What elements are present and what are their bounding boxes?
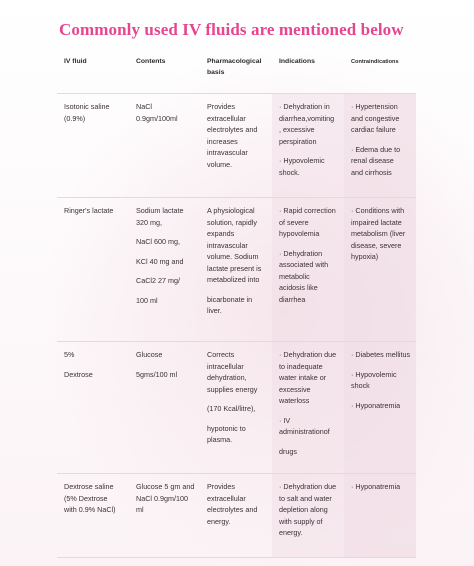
cell-line: of severe: [279, 217, 309, 227]
cell-line: disease, severe: [351, 240, 402, 250]
cell-line: Provides: [207, 482, 235, 491]
cell-line: · Dehydration due: [279, 350, 337, 359]
cell-line: extracellular: [207, 113, 246, 123]
cell-line: hypoxia): [351, 252, 379, 261]
cell-line: 0.9gm/100ml: [136, 113, 178, 123]
cell-line: Sodium lactate: [136, 206, 184, 215]
cell-line: · Hypertension: [351, 102, 398, 111]
cell-line: shock: [351, 381, 370, 390]
cell-line: with 0.9% NaCl): [64, 505, 116, 514]
cell-contents: [129, 474, 200, 558]
cell-line: · Conditions with: [351, 206, 405, 215]
cell-indications: [272, 342, 344, 474]
cell-line: · Edema due to: [351, 144, 401, 154]
cell-line: solution, rapidly: [207, 217, 257, 227]
iv-fluids-table: [57, 48, 416, 558]
cell-line: and cirrhosis: [351, 167, 392, 177]
cell-line: expands: [207, 229, 235, 238]
cell-line: to inadequate: [279, 361, 323, 371]
cell-iv-fluid: [57, 94, 129, 198]
cell-line: 100 ml: [136, 295, 158, 305]
cell-line: · Rapid correction: [279, 206, 336, 215]
cell-iv-fluid: [57, 342, 129, 474]
cell-line: 5gms/100 ml: [136, 369, 178, 379]
cell-line: energy.: [207, 516, 231, 526]
cell-line: excessive: [279, 384, 311, 394]
table-row: [57, 474, 416, 558]
cell-line: · Hypovolemic: [351, 369, 397, 379]
cell-line: NaCl: [136, 102, 152, 111]
cell-line: supplies energy: [207, 384, 258, 394]
cell-line: · IV: [279, 415, 291, 425]
cell-line: CaCl2 27 mg/: [136, 276, 180, 285]
cell-line: drugs: [279, 446, 297, 456]
cell-line: · Hypovolemic: [279, 156, 325, 165]
cell-line: Isotonic saline: [64, 102, 110, 111]
cell-line: metabolic: [279, 271, 310, 281]
cell-line: (170 Kcal/litre),: [207, 404, 256, 413]
cell-basis: [200, 342, 272, 474]
cell-line: depletion along: [279, 505, 328, 514]
cell-iv-fluid: [57, 198, 129, 342]
cell-line: volume. Sodium: [207, 252, 259, 261]
cell-basis: [200, 94, 272, 198]
table-row: [57, 94, 416, 198]
cell-line: administrationof: [279, 427, 330, 436]
cell-contraindications: [344, 198, 416, 342]
cell-line: cardiac failure: [351, 125, 396, 134]
cell-line: 5%: [64, 350, 75, 359]
cell-line: metabolism (liver: [351, 229, 406, 238]
cell-line: to salt and water: [279, 493, 332, 503]
header-contents: Contents: [129, 48, 200, 94]
cell-line: , excessive: [279, 125, 315, 134]
page-title: Commonly used IV fluids are mentioned below: [59, 20, 404, 39]
cell-line: · Hyponatremia: [351, 482, 401, 491]
cell-line: hypovolemia: [279, 229, 320, 238]
cell-line: Dextrose saline: [64, 482, 114, 491]
cell-line: Corrects: [207, 350, 235, 359]
cell-line: impaired lactate: [351, 217, 402, 227]
cell-line: KCl 40 mg and: [136, 256, 184, 266]
cell-line: metabolized into: [207, 275, 260, 284]
cell-line: volume.: [207, 159, 233, 169]
cell-line: Ringer's lactate: [64, 206, 114, 215]
cell-line: waterloss: [279, 396, 310, 405]
cell-line: bicarbonate in: [207, 294, 253, 304]
cell-line: Glucose 5 gm and: [136, 482, 195, 491]
cell-line: perspiration: [279, 136, 317, 146]
iv-fluids-table-container: [57, 48, 416, 546]
cell-line: water intake or: [279, 373, 327, 382]
cell-line: energy.: [279, 528, 303, 537]
cell-line: liver.: [207, 306, 222, 315]
header-pharmacological-basis: Pharmacological basis: [200, 48, 272, 94]
table-row: [57, 198, 416, 342]
cell-line: ml: [136, 505, 144, 514]
cell-line: NaCl 0.9gm/100: [136, 493, 188, 503]
cell-line: hypotonic to: [207, 423, 246, 433]
cell-line: Provides: [207, 102, 235, 111]
cell-line: associated with: [279, 260, 329, 269]
cell-line: · Hyponatremia: [351, 400, 401, 410]
cell-line: · Dehydration: [279, 248, 323, 258]
cell-line: acidosis like: [279, 283, 318, 292]
cell-line: 320 mg,: [136, 217, 162, 227]
cell-contents: [129, 198, 200, 342]
cell-line: diarrhea,vomiting: [279, 113, 335, 123]
cell-contents: [129, 94, 200, 198]
cell-line: plasma.: [207, 435, 233, 444]
cell-line: diarrhea: [279, 294, 306, 304]
cell-line: increases: [207, 136, 238, 146]
cell-line: · Dehydration due: [279, 482, 337, 491]
cell-line: lactate present is: [207, 263, 262, 273]
cell-line: intravascular: [207, 240, 248, 250]
cell-line: · Dehydration in: [279, 102, 330, 111]
cell-line: electrolytes and: [207, 125, 258, 134]
cell-line: intravascular: [207, 148, 248, 157]
cell-line: intracellular: [207, 361, 244, 371]
cell-contents: [129, 342, 200, 474]
cell-indications: [272, 198, 344, 342]
table-row: [57, 342, 416, 474]
cell-line: renal disease: [351, 156, 394, 165]
header-contraindications: Contraindications: [344, 48, 416, 94]
cell-line: NaCl 600 mg,: [136, 237, 180, 246]
cell-line: dehydration,: [207, 373, 247, 382]
cell-basis: [200, 474, 272, 558]
cell-indications: [272, 474, 344, 558]
header-iv-fluid: IV fluid: [57, 48, 129, 94]
cell-indications: [272, 94, 344, 198]
cell-contraindications: [344, 94, 416, 198]
cell-line: Dextrose: [64, 369, 93, 379]
cell-line: and congestive: [351, 113, 400, 123]
cell-iv-fluid: [57, 474, 129, 558]
cell-line: (5% Dextrose: [64, 493, 108, 503]
cell-line: with supply of: [279, 516, 323, 526]
cell-line: extracellular: [207, 493, 246, 503]
cell-line: A physiological: [207, 206, 255, 215]
cell-contraindications: [344, 342, 416, 474]
cell-line: electrolytes and: [207, 505, 258, 514]
cell-basis: [200, 198, 272, 342]
header-indications: Indications: [272, 48, 344, 94]
cell-contraindications: [344, 474, 416, 558]
cell-line: (0.9%): [64, 113, 86, 123]
cell-line: · Diabetes mellitus: [351, 350, 411, 359]
cell-line: Glucose: [136, 350, 163, 359]
cell-line: shock.: [279, 167, 300, 177]
table-header-row: [57, 48, 416, 94]
